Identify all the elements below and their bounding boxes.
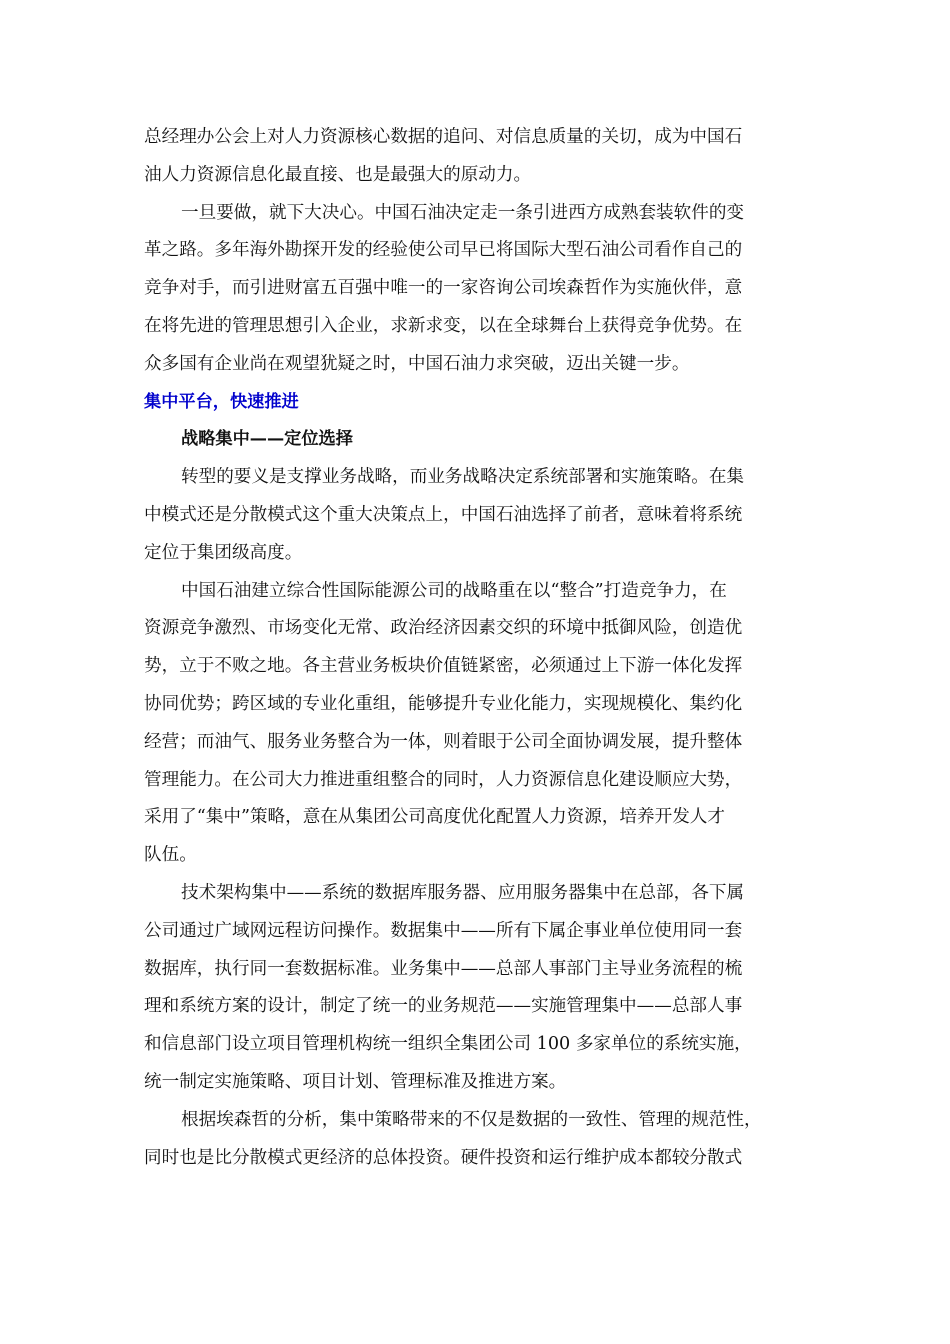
text-line: 定位于集团级高度。 (144, 542, 303, 563)
text-line: 同时也是比分散模式更经济的总体投资。硬件投资和运行维护成本都较分散式 (144, 1147, 743, 1168)
text-line: 和信息部门设立项目管理机构统一组织全集团公司 100 多家单位的系统实施， (144, 1034, 752, 1055)
text-line: 转型的要义是支撑业务战略，而业务战略决定系统部署和实施策略。在集 (181, 467, 745, 488)
text-line: 一旦要做，就下大决心。中国石油决定走一条引进西方成熟套装软件的变 (181, 202, 745, 223)
text-line: 在将先进的管理思想引入企业，求新求变，以在全球舞台上获得竞争优势。在 (144, 315, 743, 336)
text-line: 协同优势；跨区域的专业化重组，能够提升专业化能力，实现规模化、集约化 (144, 693, 743, 714)
document-page (144, 119, 800, 1177)
text-line: 油人力资源信息化最直接、也是最强大的原动力。 (144, 164, 532, 185)
text-line: 公司通过广域网远程访问操作。数据集中——所有下属企事业单位使用同一套 (144, 920, 743, 941)
text-line: 队伍。 (144, 845, 197, 866)
text-line: 众多国有企业尚在观望犹疑之时，中国石油力求突破，迈出关键一步。 (144, 353, 690, 374)
text-line: 革之路。多年海外勘探开发的经验使公司早已将国际大型石油公司看作自己的 (144, 240, 743, 261)
text-line: 统一制定实施策略、项目计划、管理标准及推进方案。 (144, 1071, 567, 1092)
text-line: 中模式还是分散模式这个重大决策点上，中国石油选择了前者，意味着将系统 (144, 504, 743, 525)
text-line: 势，立于不败之地。各主营业务板块价值链紧密，必须通过上下游一体化发挥 (144, 656, 743, 677)
text-line: 经营；而油气、服务业务整合为一体，则着眼于公司全面协调发展，提升整体 (144, 731, 743, 752)
text-line: 数据库，执行同一套数据标准。业务集中——总部人事部门主导业务流程的梳 (144, 958, 743, 979)
text-line: 资源竞争激烈、市场变化无常、政治经济因素交织的环境中抵御风险，创造优 (144, 618, 743, 639)
text-line: 竞争对手，而引进财富五百强中唯一的一家咨询公司埃森哲作为实施伙伴，意 (144, 278, 743, 299)
text-line: 中国石油建立综合性国际能源公司的战略重在以“整合”打造竞争力，在 (181, 580, 727, 601)
text-line: 采用了“集中”策略，意在从集团公司高度优化配置人力资源，培养开发人才 (144, 807, 725, 828)
subsection-heading: 战略集中——定位选择 (181, 429, 353, 450)
text-line: 总经理办公会上对人力资源核心数据的追问、对信息质量的关切，成为中国石 (144, 127, 743, 147)
text-line: 技术架构集中——系统的数据库服务器、应用服务器集中在总部，各下属 (181, 882, 745, 903)
text-line: 理和系统方案的设计，制定了统一的业务规范——实施管理集中——总部人事 (144, 996, 743, 1017)
section-heading: 集中平台，快速推进 (144, 391, 299, 412)
text-line: 管理能力。在公司大力推进重组整合的同时，人力资源信息化建设顺应大势， (144, 769, 743, 790)
text-line: 根据埃森哲的分析，集中策略带来的不仅是数据的一致性、管理的规范性， (181, 1109, 762, 1130)
